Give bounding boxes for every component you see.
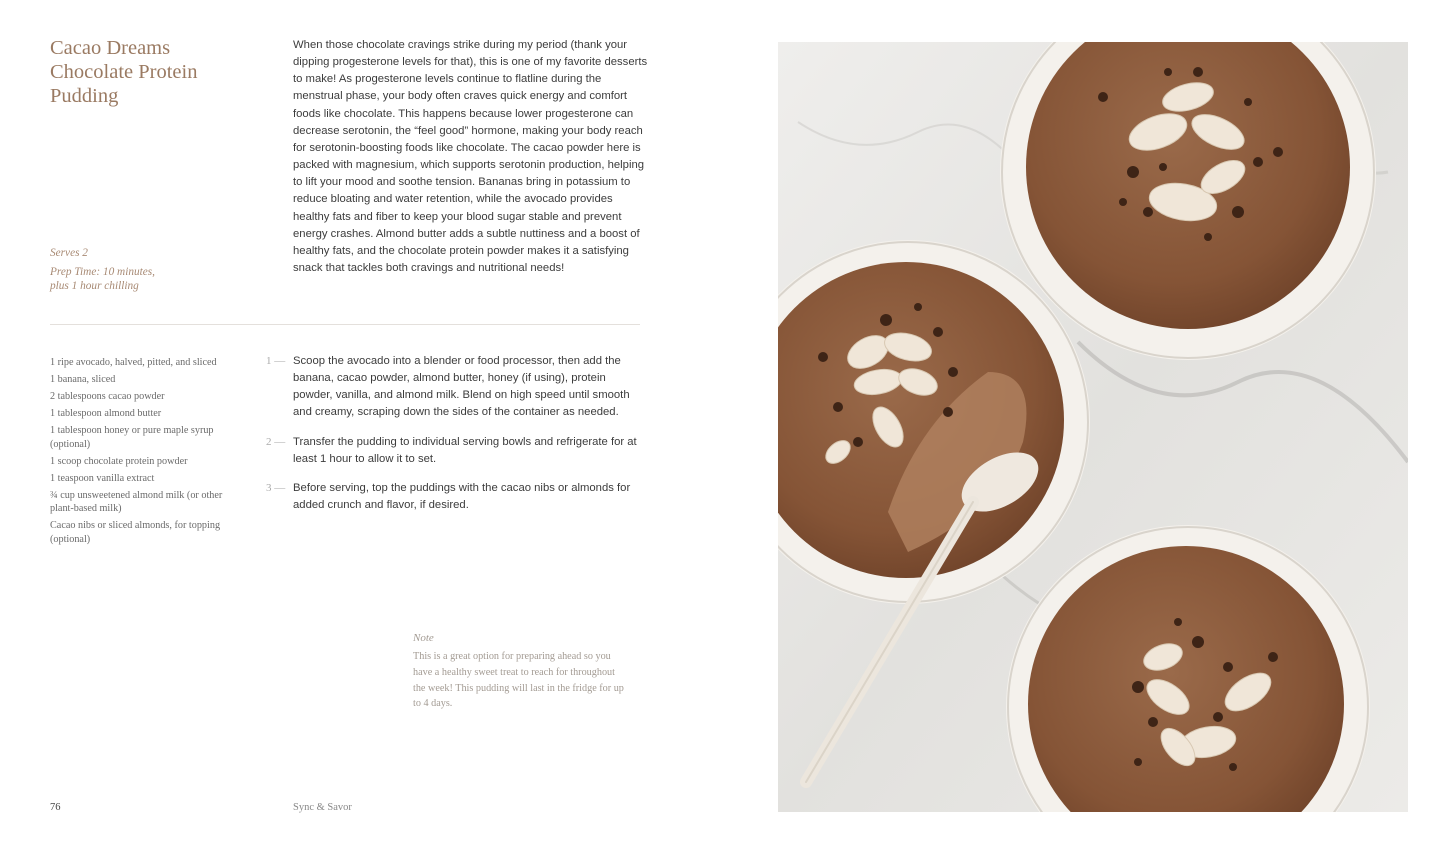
step-number: 3 —	[266, 481, 286, 494]
ingredient-item: 1 tablespoon almond butter	[50, 408, 162, 419]
ingredient-list	[50, 356, 225, 550]
recipe-meta	[50, 246, 250, 294]
ingredient-item: 2 tablespoons cacao powder	[50, 391, 165, 402]
step-2	[262, 434, 647, 468]
page-number: 76	[50, 802, 61, 813]
step-text: Transfer the pudding to individual serving bowls and refrigerate for at least 1 hour to allow it to set.	[293, 435, 637, 465]
recipe-title-line-1: Cacao Dreams	[50, 37, 171, 59]
ingredient-item: 1 tablespoon honey or pure maple syrup (optional)	[50, 425, 214, 450]
book-title: Sync & Savor	[293, 802, 352, 813]
ingredient-item: 1 scoop chocolate protein powder	[50, 455, 188, 467]
note-label: Note	[413, 632, 434, 644]
ingredient-item: 1 banana, sliced	[50, 374, 116, 385]
step-number: 2 —	[266, 435, 286, 448]
section-divider	[50, 324, 640, 325]
ingredient-item: Cacao nibs or sliced almonds, for topping (optional)	[50, 520, 221, 545]
pudding-photo	[778, 42, 1408, 812]
prep-time-chilling: plus 1 hour chilling	[50, 280, 139, 292]
step-text: Before serving, top the puddings with the cacao nibs or almonds for added crunch and flavor, if desired.	[293, 481, 631, 512]
method-steps	[262, 353, 647, 526]
step-text: Scoop the avocado into a blender or food processor, then add the banana, cacao powder, almond butter, honey (if using), protein powder, vanilla, and almond milk. Blend on high speed until smooth and creamy, scraping down the sides of the container as needed.	[293, 355, 630, 419]
prep-time: Prep Time: 10 minutes,	[50, 265, 156, 278]
recipe-title-line-3: Pudding	[50, 85, 119, 107]
recipe-title-line-2: Chocolate Protein	[50, 61, 198, 83]
ingredient-item: ¾ cup unsweetened almond milk (or other plant-based milk)	[50, 489, 223, 514]
ingredient-item: 1 teaspoon vanilla extract	[50, 472, 155, 484]
serves: Serves 2	[50, 247, 88, 259]
step-1	[262, 353, 647, 422]
step-number: 1 —	[266, 355, 286, 367]
ingredient-item: 1 ripe avocado, halved, pitted, and sliced	[50, 357, 217, 368]
recipe-title	[50, 36, 270, 108]
recipe-note	[413, 632, 628, 712]
step-3	[262, 480, 647, 514]
recipe-intro: When those chocolate cravings strike during my period (thank your dipping progesterone levels for that), this is one of my favorite desserts to make! As progesterone levels continue to flatline during the menstrual phase, your body often craves quick energy and comfort foods like chocolate. This happens because lower progesterone can decrease serotonin, the “feel good” hormone, making your body reach for serotonin-boosting foods like chocolate. The cacao powder here is packed with magnesium, which supports serotonin production, helping to lift your mood and soothe tension. Bananas bring in potassium to reduce bloating and water retention, while the avocado provides healthy fats and fiber to keep your blood sugar stable and prevent energy crashes. Almond butter adds a subtle nuttiness and a boost of healthy fats, and the chocolate protein powder makes it a satisfying snack that tackles both cravings and nutritional needs!	[293, 39, 648, 275]
note-text: This is a great option for preparing ahead so you have a healthy sweet treat to reach for throughout the week! This pudding will last in the fridge for up to 4 days.	[413, 651, 624, 710]
